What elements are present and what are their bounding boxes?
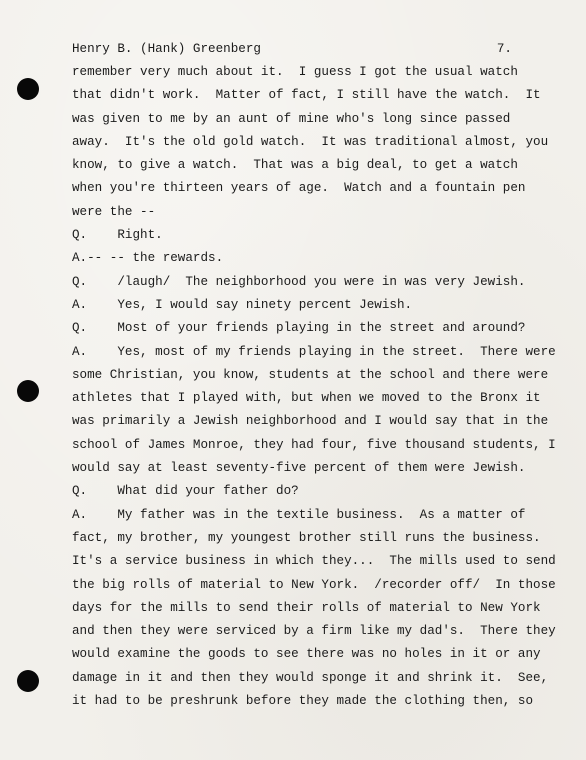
transcript-line: it had to be preshrunk before they made the clothing then, so — [72, 694, 534, 709]
transcript-line: know, to give a watch. That was a big deal, to get a watch — [72, 158, 518, 173]
transcript-line: It's a service business in which they... The mills used to send — [72, 554, 556, 569]
transcript-line: A. Yes, most of my friends playing in the street. There were — [72, 344, 556, 359]
interviewee-name: Henry B. (Hank) Greenberg — [72, 42, 261, 56]
transcript-line: was primarily a Jewish neighborhood and I would say that in the — [72, 414, 549, 429]
binder-hole-middle — [17, 380, 39, 402]
transcript-body — [72, 61, 556, 713]
binder-hole-bottom — [17, 670, 39, 692]
transcript-line: that didn't work. Matter of fact, I still have the watch. It — [72, 88, 541, 103]
transcript-line: away. It's the old gold watch. It was traditional almost, you — [72, 134, 549, 149]
transcript-line: damage in it and then they would sponge it and shrink it. See, — [72, 670, 549, 685]
transcript-line: Q. /laugh/ The neighborhood you were in was very Jewish. — [72, 274, 526, 289]
transcript-line: days for the mills to send their rolls of material to New York — [72, 600, 541, 615]
transcript-line: A. Yes, I would say ninety percent Jewish. — [72, 297, 413, 312]
transcript-line: athletes that I played with, but when we moved to the Bronx it — [72, 391, 541, 406]
transcript-line: Q. What did your father do? — [72, 484, 299, 499]
transcript-line: some Christian, you know, students at the school and there were — [72, 367, 549, 382]
transcript-line: would examine the goods to see there was no holes in it or any — [72, 647, 541, 662]
transcript-line: A.-- -- the rewards. — [72, 251, 224, 266]
transcript-line: A. My father was in the textile business. As a matter of — [72, 507, 526, 522]
transcript-line: the big rolls of material to New York. /recorder off/ In those — [72, 577, 556, 592]
page-header — [72, 38, 512, 62]
transcript-line: fact, my brother, my youngest brother still runs the business. — [72, 530, 541, 545]
transcript-line: was given to me by an aunt of mine who's long since passed — [72, 111, 511, 126]
transcript-line: school of James Monroe, they had four, five thousand students, I — [72, 437, 556, 452]
binder-hole-top — [17, 78, 39, 100]
transcript-line: Q. Right. — [72, 228, 163, 243]
transcript-line: remember very much about it. I guess I got the usual watch — [72, 65, 518, 79]
transcript-line: and then they were serviced by a firm like my dad's. There they — [72, 624, 556, 639]
transcript-line: Q. Most of your friends playing in the street and around? — [72, 321, 526, 336]
transcript-line: would say at least seventy-five percent of them were Jewish. — [72, 461, 526, 476]
page-number: 7. — [496, 42, 512, 56]
transcript-line: when you're thirteen years of age. Watch and a fountain pen — [72, 181, 526, 196]
transcript-line: were the -- — [72, 204, 156, 219]
